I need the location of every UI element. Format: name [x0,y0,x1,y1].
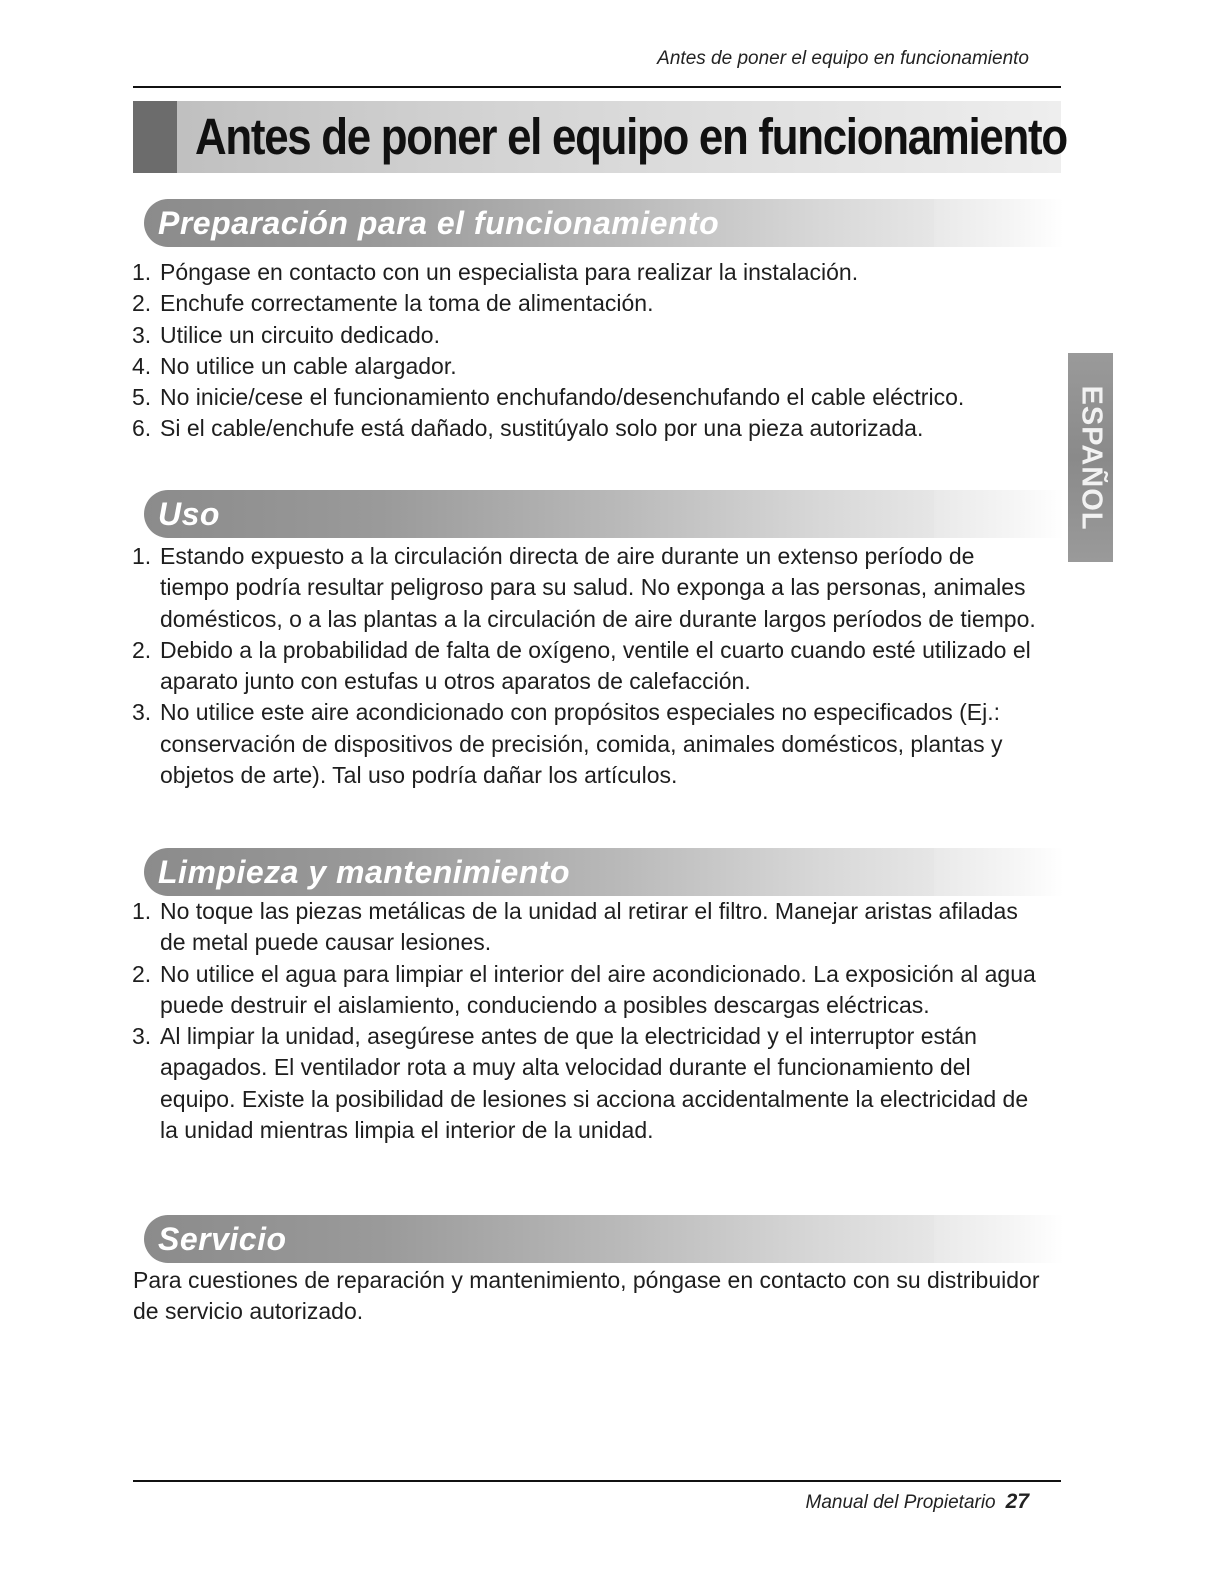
servicio-paragraph: Para cuestiones de reparación y mantenimiento, póngase en contacto con su distribuidor de servicio autorizado. [133,1267,1040,1325]
list-item: 2. Debido a la probabilidad de falta de oxígeno, ventile el cuarto cuando esté utilizado el aparato junto con estufas u otros aparatos de calefacción. [132,636,1031,695]
section-title-servicio: Servicio [158,1221,287,1257]
list-uso [132,541,1047,791]
list-preparacion [132,257,1047,445]
list-item: 2. Enchufe correctamente la toma de alimentación. [132,290,654,317]
list-item: 3. No utilice este aire acondicionado con propósitos especiales no especificados (Ej.: conservación de dispositivos de precisión, comida, animales domésticos, plantas y objetos de arte). Tal uso podría dañar los artículos. [132,699,1003,789]
language-label: ESPAÑOL [1075,384,1107,531]
list-item: 3. Utilice un circuito dedicado. [132,321,440,348]
title-accent-block [133,101,177,173]
section-bar-uso [144,490,1064,538]
footer [806,1490,1029,1514]
list-item: 1. Póngase en contacto con un especialista para realizar la instalación. [132,259,859,285]
language-side-tab [1068,353,1113,562]
page-title: Antes de poner el equipo en funcionamiento [195,108,1067,165]
top-divider [133,86,1061,88]
list-limpieza [132,896,1047,1146]
bottom-divider [133,1480,1061,1482]
manual-name: Manual del Propietario [805,1492,996,1513]
list-item: 3. Al limpiar la unidad, asegúrese antes de que la electricidad y el interruptor están apagados. El ventilador rota a muy alta velocidad durante el funcionamiento del equipo. Existe la posibilidad de lesiones si acciona accidentalmente la electricidad de la unidad mientras limpia el interior de la unidad. [132,1023,1029,1144]
list-item: 2. No utilice el agua para limpiar el interior del aire acondicionado. La exposición al agua puede destruir el aislamiento, conduciendo a posibles descargas eléctricas. [132,960,1036,1018]
title-banner [133,101,1067,173]
list-item: 1. No toque las piezas metálicas de la unidad al retirar el filtro. Manejar aristas afiladas de metal puede causar lesiones. [132,898,1018,956]
list-item: 1. Estando expuesto a la circulación directa de aire durante un extenso período de tiempo podría resultar peligroso para su salud. No exponga a las personas, animales domésticos, o a las plantas a la circulación de aire durante largos períodos de tiempo. [132,543,1036,632]
section-bar-servicio [144,1215,1064,1263]
running-header: Antes de poner el equipo en funcionamiento [657,48,1029,69]
section-title-limpieza: Limpieza y mantenimiento [158,854,571,890]
list-item: 5. No inicie/cese el funcionamiento enchufando/desenchufando el cable eléctrico. [132,384,965,411]
section-bar-preparacion [144,199,1064,247]
section-title-uso: Uso [158,496,220,532]
section-bar-limpieza [144,848,1064,896]
section-title-preparacion: Preparación para el funcionamiento [158,205,720,241]
list-item: 6. Si el cable/enchufe está dañado, sustitúyalo solo por una pieza autorizada. [132,415,924,442]
list-item: 4. No utilice un cable alargador. [132,352,457,379]
page-number: 27 [1005,1490,1029,1513]
